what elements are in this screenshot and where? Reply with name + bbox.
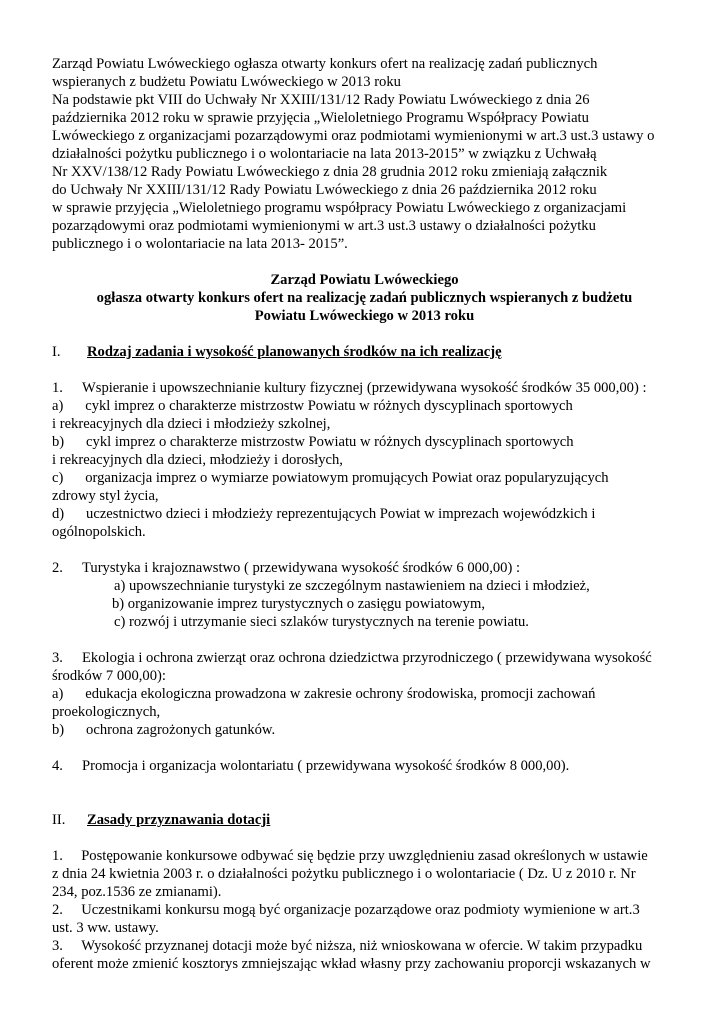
section-2-heading — [52, 811, 677, 829]
intro-line: października 2012 roku w sprawie przyjęcia „Wieloletniego Programu Współpracy Powiatu — [52, 110, 589, 126]
intro-line: w sprawie przyjęcia „Wieloletniego programu współpracy Powiatu Lwóweckiego z organizacjami — [52, 200, 627, 216]
title-line-2: ogłasza otwarty konkurs ofert na realizację zadań publicznych wspieranych z budżetu — [96, 290, 633, 306]
item-number: 3. — [52, 650, 63, 666]
paragraph-line: 234, poz.1536 ze zmianami). — [52, 884, 222, 900]
item-text: Promocja i organizacja wolontariatu ( przewidywana wysokość środków 8 000,00). — [82, 758, 570, 774]
sub-item-a: a) upowszechnianie turystyki ze szczególnym nastawieniem na dzieci i młodzież, — [114, 578, 590, 594]
paragraph-line: z dnia 24 kwietnia 2003 r. o działalności pożytku publicznego i o wolontariacie ( Dz. U z 2010 r. Nr — [52, 866, 636, 882]
sub-item-a-cont: proekologicznych, — [52, 704, 161, 720]
title-line-3: Powiatu Lwóweckiego w 2013 roku — [254, 308, 475, 324]
document-title — [52, 271, 677, 325]
intro-line: pozarządowymi oraz podmiotami wymienionymi w art.3 ust.3 ustawy o działalności pożytku — [52, 218, 596, 234]
section-1-item-1 — [52, 379, 677, 541]
item-number: 4. — [52, 758, 63, 774]
section-1-item-3 — [52, 649, 677, 739]
document-page — [52, 55, 677, 973]
sub-item-a: a) edukacja ekologiczna prowadzona w zakresie ochrony środowiska, promocji zachowań — [52, 686, 596, 702]
sub-item-c-cont: zdrowy styl życia, — [52, 488, 159, 504]
paragraph-line: 1. Postępowanie konkursowe odbywać się będzie przy uwzględnieniu zasad określonych w ustawie — [52, 848, 648, 864]
item-number: 1. — [52, 380, 63, 396]
section-2-paragraph-3 — [52, 937, 677, 973]
sub-item-c: c) rozwój i utrzymanie sieci szlaków turystycznych na terenie powiatu. — [114, 614, 529, 630]
sub-item-b: b) cykl imprez o charakterze mistrzostw Powiatu w różnych dyscyplinach sportowych — [52, 434, 574, 450]
intro-line: wspieranych z budżetu Powiatu Lwóweckiego w 2013 roku — [52, 74, 401, 90]
section-1-heading — [52, 343, 677, 361]
section-1-title: Rodzaj zadania i wysokość planowanych środków na ich realizację — [87, 344, 502, 360]
intro-line: Na podstawie pkt VIII do Uchwały Nr XXIII/131/12 Rady Powiatu Lwóweckiego z dnia 26 — [52, 92, 590, 108]
intro-line: do Uchwały Nr XXIII/131/12 Rady Powiatu Lwóweckiego z dnia 26 października 2012 roku — [52, 182, 597, 198]
section-2-paragraph-1 — [52, 847, 677, 901]
sub-item-d: d) uczestnictwo dzieci i młodzieży reprezentujących Powiat w imprezach wojewódzkich i — [52, 506, 596, 522]
section-1-item-4 — [52, 757, 677, 775]
sub-item-b: b) organizowanie imprez turystycznych o zasięgu powiatowym, — [112, 596, 485, 612]
paragraph-line: 2. Uczestnikami konkursu mogą być organizacje pozarządowe oraz podmioty wymienione w art.3 — [52, 902, 640, 918]
intro-line: publicznego i o wolontariacie na lata 2013- 2015”. — [52, 236, 348, 252]
paragraph-line: 3. Wysokość przyznanej dotacji może być niższa, niż wnioskowana w ofercie. W takim przypadku — [52, 938, 643, 954]
intro-line: Zarząd Powiatu Lwóweckiego ogłasza otwarty konkurs ofert na realizację zadań publicznych — [52, 56, 598, 72]
intro-line: Nr XXV/138/12 Rady Powiatu Lwóweckiego z dnia 28 grudnia 2012 roku zmieniają załącznik — [52, 164, 608, 180]
paragraph-line: oferent może zmienić kosztorys zmniejszając wkład własny przy zachowaniu proporcji wskazanych w — [52, 956, 651, 972]
sub-item-b-cont: i rekreacyjnych dla dzieci, młodzieży i dorosłych, — [52, 452, 343, 468]
sub-item-b: b) ochrona zagrożonych gatunków. — [52, 722, 276, 738]
item-text-cont: środków 7 000,00): — [52, 668, 166, 684]
sub-item-a-cont: i rekreacyjnych dla dzieci i młodzieży szkolnej, — [52, 416, 331, 432]
item-text: Ekologia i ochrona zwierząt oraz ochrona dziedzictwa przyrodniczego ( przewidywana wysokość — [82, 650, 652, 666]
title-line-1: Zarząd Powiatu Lwóweckiego — [270, 272, 459, 288]
item-text: Turystyka i krajoznawstwo ( przewidywana wysokość środków 6 000,00) : — [82, 560, 521, 576]
item-text: Wspieranie i upowszechnianie kultury fizycznej (przewidywana wysokość środków 35 000,00) : — [82, 380, 647, 396]
section-1-number: I. — [52, 344, 61, 360]
section-2-number: II. — [52, 812, 66, 828]
item-number: 2. — [52, 560, 63, 576]
intro-line: Lwóweckiego z organizacjami pozarządowymi oraz podmiotami wymienionymi w art.3 ust.3 ustawy o — [52, 128, 655, 144]
section-1-item-2 — [52, 559, 677, 631]
section-2-title: Zasady przyznawania dotacji — [87, 812, 271, 828]
intro-line: działalności pożytku publicznego i o wolontariacie na lata 2013-2015” w związku z Uchwałą — [52, 146, 597, 162]
intro-paragraph — [52, 55, 677, 253]
paragraph-line: ust. 3 ww. ustawy. — [52, 920, 159, 936]
sub-item-a: a) cykl imprez o charakterze mistrzostw Powiatu w różnych dyscyplinach sportowych — [52, 398, 573, 414]
sub-item-c: c) organizacja imprez o wymiarze powiatowym promujących Powiat oraz popularyzujących — [52, 470, 609, 486]
sub-item-d-cont: ogólnopolskich. — [52, 524, 146, 540]
section-2-paragraph-2 — [52, 901, 677, 937]
